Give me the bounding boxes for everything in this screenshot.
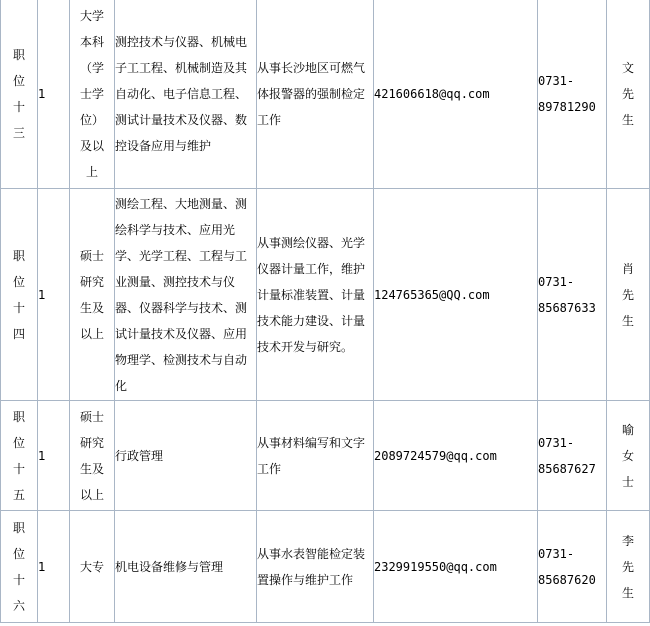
table-row — [1, 511, 650, 623]
education-cell: 大学本科（学士学位）及以上 — [70, 0, 115, 189]
count-cell: 1 — [38, 511, 70, 623]
major-cell: 机电设备维修与管理 — [115, 511, 257, 623]
education-cell: 硕士研究生及以上 — [70, 401, 115, 511]
table-row — [1, 0, 650, 189]
education-cell: 大专 — [70, 511, 115, 623]
contact-cell: 李先生 — [607, 511, 650, 623]
contact-cell: 喻女士 — [607, 401, 650, 511]
major-cell: 测绘工程、大地测量、测绘科学与技术、应用光学、光学工程、工程与工业测量、测控技术与仪器、仪器科学与技术、测试计量技术及仪器、应用物理学、检测技术与自动化 — [115, 189, 257, 401]
contact-cell: 肖先生 — [607, 189, 650, 401]
phone-cell: 0731-85687627 — [538, 401, 607, 511]
email-cell: 421606618@qq.com — [374, 0, 538, 189]
position-cell: 职位十六 — [1, 511, 38, 623]
count-cell: 1 — [38, 189, 70, 401]
count-cell: 1 — [38, 401, 70, 511]
major-cell: 测控技术与仪器、机械电子工工程、机械制造及其自动化、电子信息工程、测试计量技术及仪器、数控设备应用与维护 — [115, 0, 257, 189]
email-cell: 2329919550@qq.com — [374, 511, 538, 623]
count-cell: 1 — [38, 0, 70, 189]
major-cell: 行政管理 — [115, 401, 257, 511]
email-cell: 124765365@QQ.com — [374, 189, 538, 401]
table-row — [1, 189, 650, 401]
duty-cell: 从事长沙地区可燃气体报警器的强制检定工作 — [257, 0, 374, 189]
table-row — [1, 401, 650, 511]
duty-cell: 从事材料编写和文字工作 — [257, 401, 374, 511]
position-cell: 职位十四 — [1, 189, 38, 401]
phone-cell: 0731-89781290 — [538, 0, 607, 189]
duty-cell: 从事测绘仪器、光学仪器计量工作，维护计量标准装置、计量技术能力建设、计量技术开发与研究。 — [257, 189, 374, 401]
education-cell: 硕士研究生及以上 — [70, 189, 115, 401]
position-cell: 职位十三 — [1, 0, 38, 189]
phone-cell: 0731-85687620 — [538, 511, 607, 623]
contact-cell: 文先生 — [607, 0, 650, 189]
phone-cell: 0731-85687633 — [538, 189, 607, 401]
duty-cell: 从事水表智能检定装置操作与维护工作 — [257, 511, 374, 623]
position-cell: 职位十五 — [1, 401, 38, 511]
email-cell: 2089724579@qq.com — [374, 401, 538, 511]
